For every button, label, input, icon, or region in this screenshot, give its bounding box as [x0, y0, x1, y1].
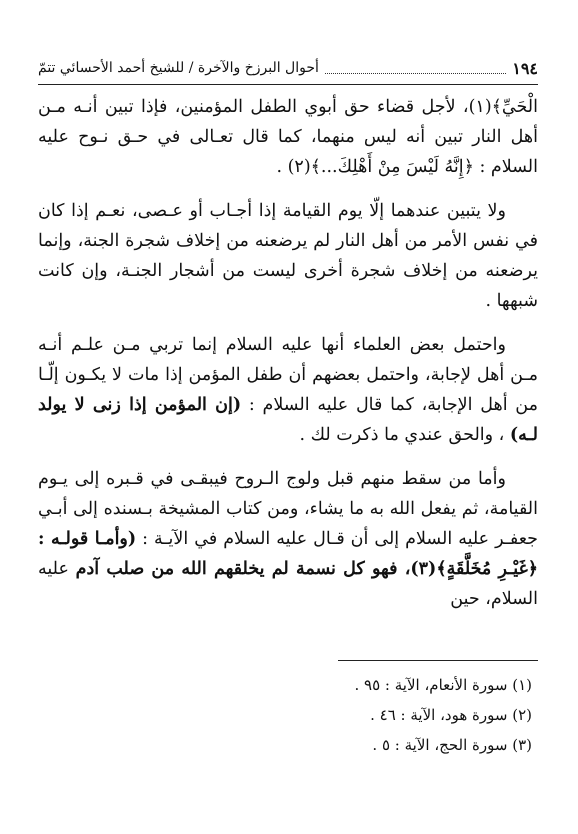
narration-quote: (وأمـا قولـه : ﴿غَيْـرِ مُخَلَّقَةٍ﴾(٣)، فهو كل نسمة لم يخلقهم الله من صلب آدم	[38, 529, 538, 579]
footnote-2: (٢) سورة هود، الآية : ٤٦ .	[370, 706, 532, 724]
paragraph-2: ولا يتبين عندهما إلّا يوم القيامة إذا أجـاب أو عـصى، نعـم إذا كان في نفس الأمر من أهل النار لم يرضعنه من إخلاف شجرة الجنة، وإنما يرضعنه من إخلاف شجرة أخرى ليست من أشجار الجنـة، وإن كانت شبهها .	[38, 201, 538, 311]
page-header	[38, 54, 538, 82]
paragraph-3	[38, 330, 538, 450]
header-rule	[38, 84, 538, 85]
header-dot-leader	[325, 63, 506, 74]
paragraph-1: الْحَيِّ﴾(١)، لأجل قضاء حق أبوي الطفل المؤمنين، فإذا تبين أنـه مـن أهل النار تبين أنه ليس منهما، كما قال تعـالى في حـق نـوح عليه السلام : ﴿إِنَّهُ لَيْسَ مِنْ أَهْلِكَ...﴾(٢) .	[38, 97, 538, 177]
paragraph-3-end: ، والحق عندي ما ذكرت لك .	[299, 425, 510, 445]
footnote-3: (٣) سورة الحج، الآية : ٥ .	[372, 736, 532, 754]
body-text	[38, 92, 538, 628]
page-number: ١٩٤	[512, 58, 538, 78]
footnote-rule	[338, 660, 538, 661]
paragraph-4-text: وأما من سقط منهم قبل ولوج الـروح فيبقـى في قـبره إلى يـوم القيامة، ثم يفعل الله به ما يشاء، ومن كتاب المشيخة بـسنده إلى أبـي جعفـر عليه السلام إلى أن قـال عليه السلام في الآيـة :	[38, 469, 538, 549]
footnotes	[38, 670, 538, 760]
footnote-1: (١) سورة الأنعام، الآية : ٩٥ .	[354, 676, 532, 694]
document-page	[38, 40, 538, 820]
paragraph-4	[38, 464, 538, 614]
paragraph-3-text: واحتمل بعض العلماء أنها عليه السلام إنما تربي مـن علـم أنـه مـن أهل لإجابة، واحتمل بعضهم أن طفل المؤمن إذا مات لا يكـون إلّـا من أهل الإجابة، كما قال عليه السلام :	[38, 335, 538, 415]
running-title: أحوال البرزخ والآخرة / للشيخ أحمد الأحسائي تتمّ	[38, 60, 319, 76]
paragraph-4-end: عليه السلام، حين	[38, 559, 538, 609]
hadith-quote: (إن المؤمن إذا زنى لا يولد لـه)	[38, 395, 538, 445]
